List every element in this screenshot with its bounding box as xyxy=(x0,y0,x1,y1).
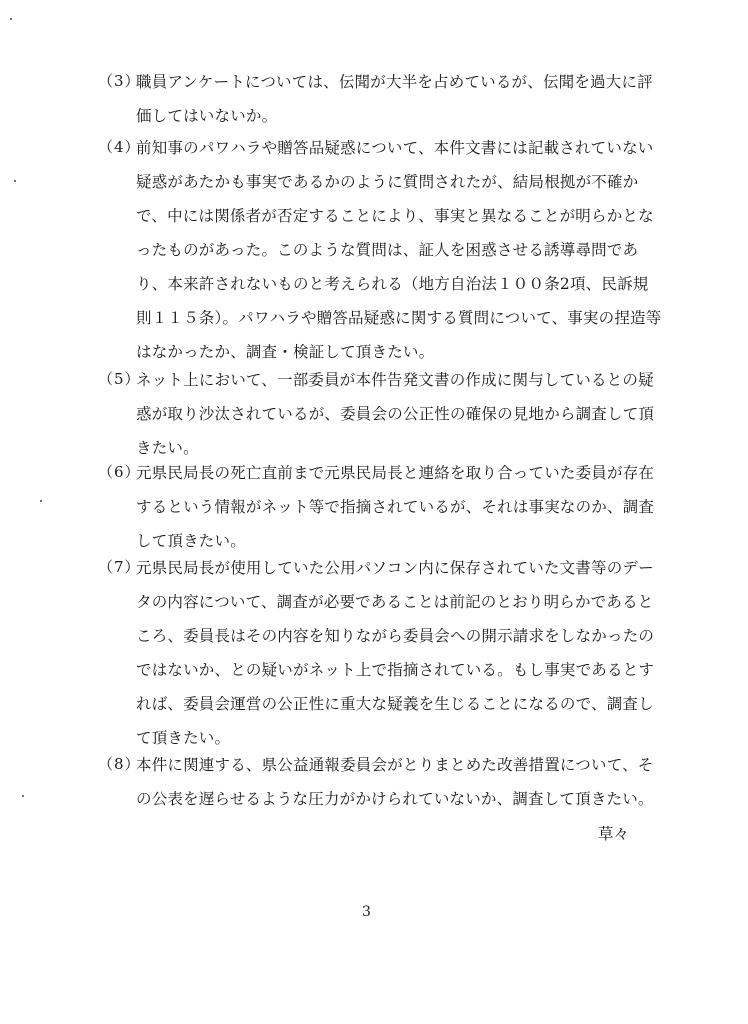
item-text-line: 本件に関連する、県公益通報委員会がとりまとめた改善措置について、そ xyxy=(136,756,654,774)
item-text-line: ころ、委員長はその内容を知りながら委員会への開示請求をしなかったの xyxy=(136,627,655,645)
item-text-line: 価してはいないか。 xyxy=(136,107,278,125)
item-text-line: するという情報がネット等で指摘されているが、それは事実なのか、調査 xyxy=(136,498,655,516)
item-text-line: して頂きたい。 xyxy=(136,532,246,550)
scan-speck xyxy=(14,180,16,182)
item-text-line: で、中には関係者が否定することにより、事実と異なることが明らかとな xyxy=(136,207,654,225)
item-text-line: 元県民局長の死亡直前まで元県民局長と連絡を取り合っていた委員が存在 xyxy=(136,464,655,482)
item-text-line: の公表を遅らせるような圧力がかけられていないか、調査して頂きたい。 xyxy=(136,790,654,808)
item-number: （7） xyxy=(98,558,141,576)
item-number: （3） xyxy=(98,72,141,90)
item-text-line: 前知事のパワハラや贈答品疑惑について、本件文書には記載されていない xyxy=(136,139,654,157)
item-text-line: ったものがあった。このような質問は、証人を困惑させる誘導尋問であ xyxy=(136,241,639,259)
scan-speck xyxy=(22,795,24,797)
closing-salutation: 草々 xyxy=(598,825,630,843)
scan-speck xyxy=(40,500,42,502)
page-number: 3 xyxy=(362,904,371,920)
item-text-line: はなかったか、調査・検証して頂きたい。 xyxy=(136,343,435,361)
item-text-line: タの内容について、調査が必要であることは前記のとおり明らかであると xyxy=(136,593,654,611)
item-text-line: 疑惑があたかも事実であるかのように質問されたが、結局根拠が不確か xyxy=(136,173,639,191)
item-text-line: り、本来許されないものと考えられる（地方自治法１００条2項、民訴規 xyxy=(136,275,649,293)
item-text-line: 惑が取り沙汰されているが、委員会の公正性の確保の見地から調査して頂 xyxy=(136,405,655,423)
scan-speck xyxy=(10,18,12,20)
item-text-line: 則１１５条）。パワハラや贈答品疑惑に関する質問について、事実の捏造等 xyxy=(136,309,662,327)
item-number: （8） xyxy=(98,755,141,773)
item-text-line: 元県民局長が使用していた公用パソコン内に保存されていた文書等のデー xyxy=(136,559,654,577)
item-text-line: て頂きたい。 xyxy=(136,729,231,747)
item-number: （6） xyxy=(98,463,141,481)
item-text-line: れば、委員会運営の公正性に重大な疑義を生じることになるので、調査し xyxy=(136,695,654,713)
item-text-line: ではないか、との疑いがネット上で指摘されている。もし事実であるとす xyxy=(136,661,655,679)
item-text-line: 職員アンケートについては、伝聞が大半を占めているが、伝聞を過大に評 xyxy=(136,73,653,91)
item-text-line: きたい。 xyxy=(136,439,199,457)
item-number: （4） xyxy=(98,138,141,156)
item-number: （5） xyxy=(98,370,141,388)
item-text-line: ネット上において、一部委員が本件告発文書の作成に関与しているとの疑 xyxy=(136,371,654,389)
